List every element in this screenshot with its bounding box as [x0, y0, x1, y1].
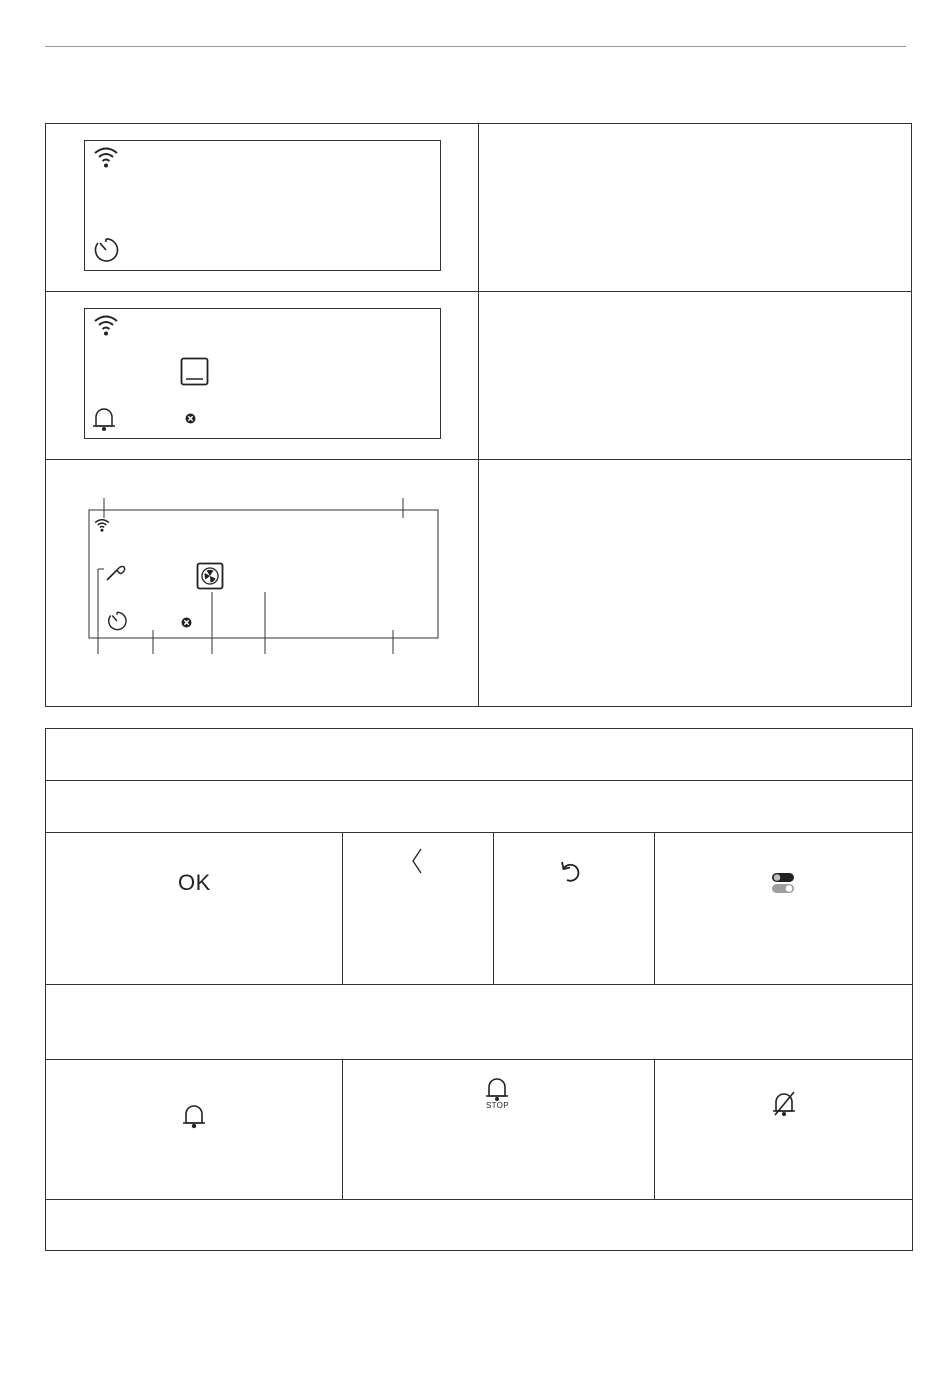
- row-divider: [46, 780, 912, 781]
- display-diagram: [46, 460, 478, 708]
- display-screen-2: [84, 308, 441, 439]
- controls-table: [45, 728, 913, 1251]
- bell-icon: [182, 1102, 206, 1130]
- description-cell-1: [480, 124, 911, 291]
- header-rule: [45, 46, 906, 47]
- column-divider: [342, 1059, 343, 1199]
- fan-function-icon: [196, 562, 224, 590]
- oven-icon: [180, 357, 210, 387]
- callout-lines: [46, 460, 478, 708]
- meat-probe-icon: [105, 564, 127, 582]
- back-chevron-icon: [410, 847, 424, 875]
- wifi-icon: [94, 517, 110, 533]
- timer-icon: [106, 610, 128, 632]
- bell-stop-icon: [485, 1075, 509, 1101]
- display-screen-1: [84, 140, 441, 271]
- wifi-icon: [93, 313, 119, 337]
- stop-label: STOP: [486, 1101, 509, 1110]
- column-divider: [342, 832, 343, 984]
- row-divider: [46, 1199, 912, 1200]
- column-divider: [654, 832, 655, 984]
- description-cell-3: [480, 460, 911, 708]
- ok-text: OK: [178, 870, 211, 895]
- column-divider: [654, 1059, 655, 1199]
- undo-icon: [559, 859, 583, 885]
- wifi-icon: [93, 145, 119, 169]
- column-divider: [493, 832, 494, 984]
- cancel-dot-icon: [185, 413, 196, 424]
- row-divider: [46, 832, 912, 833]
- row-divider: [46, 984, 912, 985]
- description-cell-2: [480, 292, 911, 459]
- display-table: [45, 123, 912, 707]
- timer-icon: [92, 236, 120, 264]
- bell-icon: [92, 405, 116, 433]
- row-divider: [46, 1059, 912, 1060]
- column-divider: [478, 124, 479, 706]
- cancel-dot-icon: [181, 617, 192, 628]
- toggle-icon: [771, 871, 795, 895]
- bell-muted-icon: [772, 1090, 796, 1118]
